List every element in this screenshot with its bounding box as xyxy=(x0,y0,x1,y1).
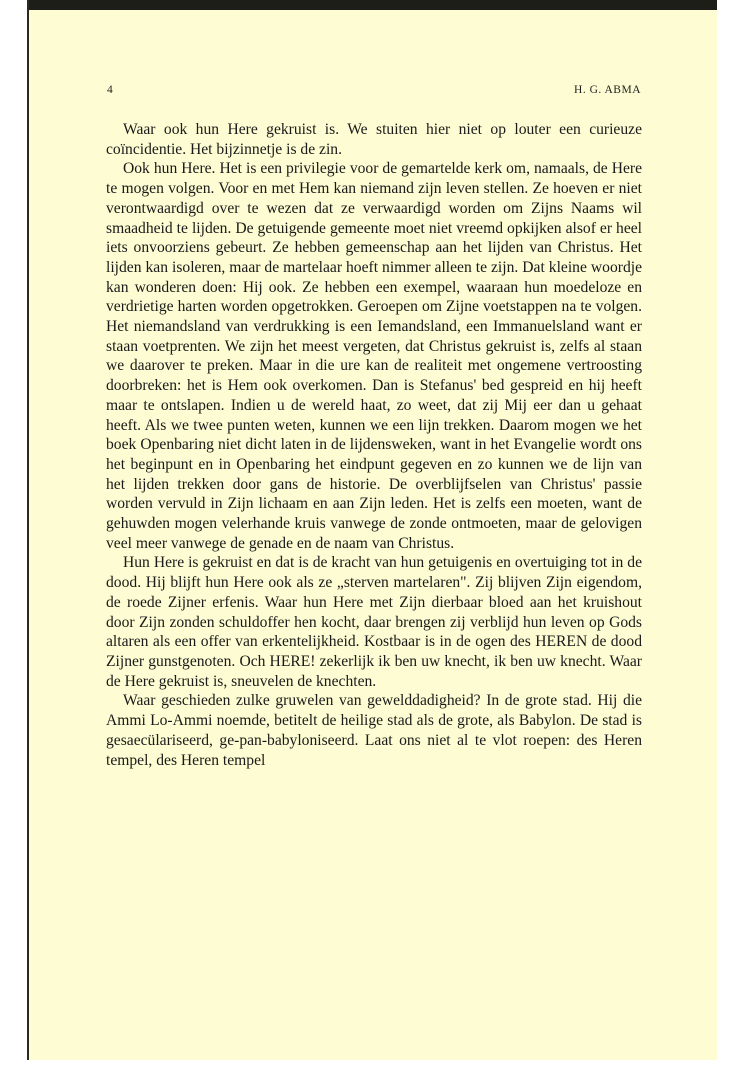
page-header xyxy=(107,84,641,104)
scan-edge-top xyxy=(27,0,717,10)
running-head: H. G. ABMA xyxy=(574,84,641,96)
body-text xyxy=(106,120,642,770)
paragraph: Waar geschieden zulke gruwelen van gewelddadigheid? In de grote stad. Hij die Ammi Lo-Ammi noemde, betitelt de heilige stad als de grote, als Babylon. De stad is gesaecülariseerd, ge-pan-babyloniseerd. Laat ons niet al te vlot roepen: des Heren tempel, des Heren tempel xyxy=(106,692,642,769)
paragraph: Waar ook hun Here gekruist is. We stuiten hier niet op louter een curieuze coïncidentie. Het bijzinnetje is de zin. xyxy=(106,121,642,158)
page-number: 4 xyxy=(107,84,114,96)
paragraph: Hun Here is gekruist en dat is de kracht van hun getuigenis en overtuiging tot in de dood. Hij blijft hun Here ook als ze „sterven martelaren". Zij blijven Zijn eigendom, de roede Zijner erfenis. Waar hun Here met Zijn dierbaar bloed aan het kruishout door Zijn zonden schuldoffer hen kocht, daar brengen zij verblijd hun leven op Gods altaren als een offer van erkentelijkheid. Kostbaar is in de ogen des HEREN de dood Zijner gunstgenoten. Och HERE! zekerlijk ik ben uw knecht, ik ben uw knecht. Waar de Here gekruist is, sneuvelen de knechten. xyxy=(106,554,642,690)
paragraph: Ook hun Here. Het is een privilegie voor de gemartelde kerk om, namaals, de Here te mogen volgen. Voor en met Hem kan niemand zijn leven stellen. Ze hoeven er niet verontwaardigd over te wezen dat ze verwaardigd worden om Zijns Naams wil smaadheid te lijden. De getuigende gemeente moet niet vreemd opkijken alsof er heel iets onvoorziens gebeurt. Ze hebben gemeenschap aan het lijden van Christus. Het lijden kan isoleren, maar de martelaar hoeft nimmer alleen te zijn. Dat kleine woordje kan wonderen doen: Hij ook. Ze hebben een exempel, waaraan hun moedeloze en verdrietige harten worden opgetrokken. Geroepen om Zijne voetstappen na te volgen. Het niemandsland van verdrukking is een Iemandsland, een Immanuelsland want er staan voetprenten. We zijn het meest vergeten, dat Christus gekruist is, zelfs al staan we daarover te preken. Maar in die ure kan de realiteit met ongemene vertroosting doorbreken: het is Hem ook overkomen. Dan is Stefanus' bed gespreid en hij heeft maar te ontslapen. Indien u de wereld haat, zo weet, dat zij Mij eer dan u gehaat heeft. Als we twee punten weten, kunnen we een lijn trekken. Daarom mogen we het boek Openbaring niet dicht laten in de lijdensweken, want in het Evangelie wordt ons het beginpunt en in Openbaring het eindpunt gegeven en zo kunnen we de lijn van het lijden trekken door gans de historie. De overblijfselen van Christus' passie worden vervuld in Zijn lichaam en aan Zijn leden. Het is zelfs een moeten, want de gehuwden mogen velerhande kruis vanwege de zonde ontmoeten, maar de gelovigen veel meer vanwege de genade en de naam van Christus. xyxy=(106,160,642,552)
